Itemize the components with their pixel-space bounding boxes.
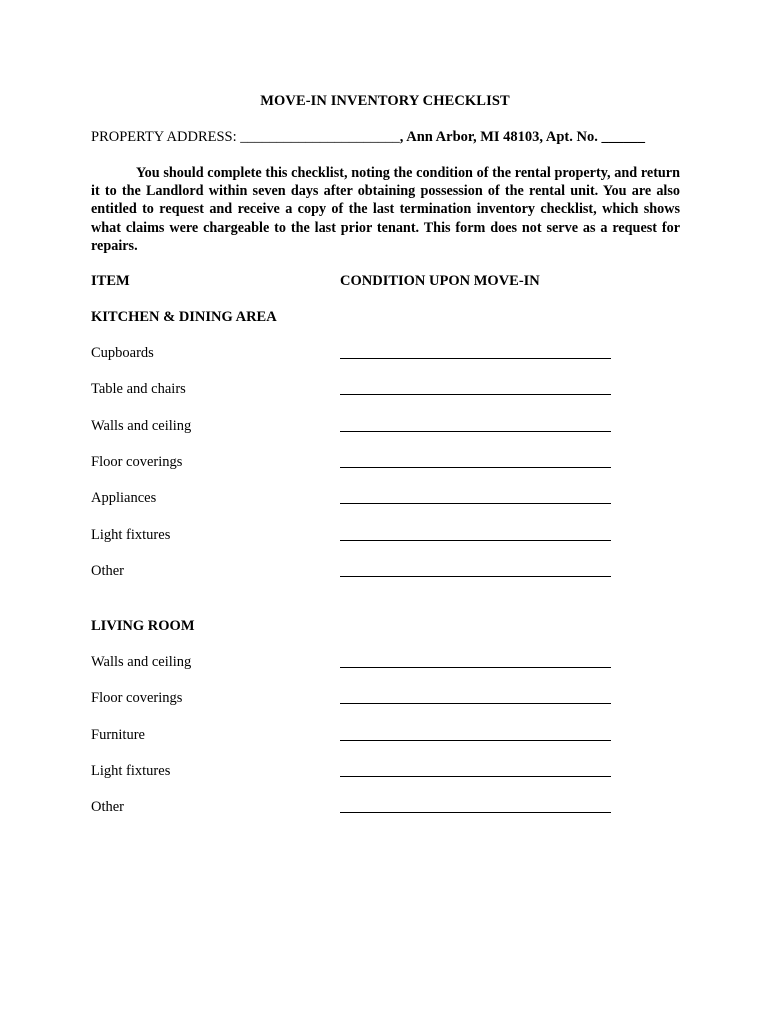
condition-field[interactable] [340,740,611,741]
item-label: Walls and ceiling [91,654,192,670]
item-label: Appliances [91,490,157,506]
item-label: Floor coverings [91,690,183,706]
section-heading-living-room: LIVING ROOM [91,618,195,634]
column-header-condition: CONDITION UPON MOVE-IN [340,273,540,289]
condition-field[interactable] [340,358,611,359]
item-label: Light fixtures [91,763,171,779]
condition-field[interactable] [340,394,611,395]
item-label: Walls and ceiling [91,418,192,434]
property-address-label: PROPERTY ADDRESS: ______________________ [91,129,400,145]
section-heading-kitchen-dining: KITCHEN & DINING AREA [91,309,277,325]
condition-field[interactable] [340,467,611,468]
condition-field[interactable] [340,431,611,432]
instructions-paragraph: You should complete this checklist, noting the condition of the rental property, and return it to the Landlord within seven days after obtaining possession of the rental unit. You are also entitled to request and receive a copy of the last termination inventory checklist, which shows what claims were chargeable to the last prior tenant. This form does not serve as a request for repairs. [91,165,680,254]
item-label: Other [91,799,125,815]
item-label: Floor coverings [91,454,183,470]
condition-field[interactable] [340,812,611,813]
item-label: Other [91,563,125,579]
property-address-city: , Ann Arbor, MI 48103, Apt. No. ______ [399,129,645,145]
condition-field[interactable] [340,503,611,504]
condition-field[interactable] [340,667,611,668]
item-label: Furniture [91,727,145,743]
document-title: MOVE-IN INVENTORY CHECKLIST [260,93,510,109]
item-label: Table and chairs [91,381,186,397]
condition-field[interactable] [340,576,611,577]
column-header-item: ITEM [91,273,130,289]
item-label: Light fixtures [91,527,171,543]
condition-field[interactable] [340,540,611,541]
condition-field[interactable] [340,776,611,777]
condition-field[interactable] [340,703,611,704]
property-address-line [91,129,645,146]
item-label: Cupboards [91,345,154,361]
